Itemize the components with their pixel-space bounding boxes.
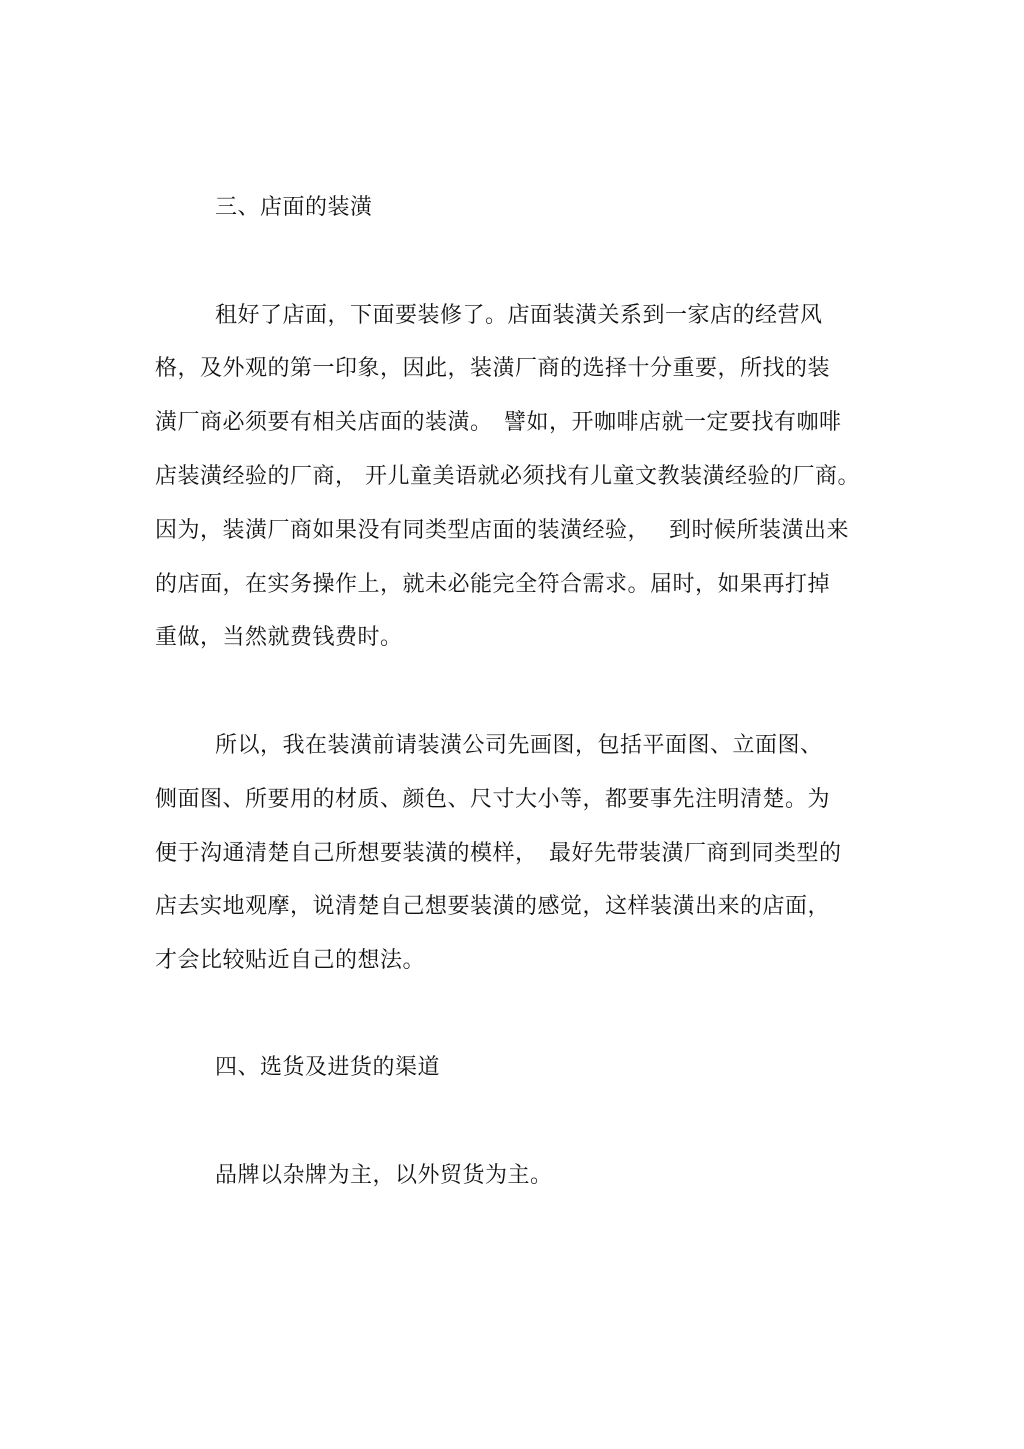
paragraph-2-line-4: 店去实地观摩，说清楚自己想要装潢的感觉，这样装潢出来的店面， [155,894,831,919]
paragraph-2-line-1: 所以，我在装潢前请装潢公司先画图，包括平面图、立面图、 [215,733,823,758]
section-heading-4: 四、选货及进货的渠道 [215,1055,441,1080]
paragraph-1-line-4: 店装潢经验的厂商， 开儿童美语就必须找有儿童文教装潢经验的厂商。 [155,464,860,489]
paragraph-3-line-1: 品牌以杂牌为主，以外贸货为主。 [215,1163,553,1188]
paragraph-1-line-1: 租好了店面，下面要装修了。店面装潢关系到一家店的经营风 [215,303,823,328]
paragraph-2-line-5: 才会比较贴近自己的想法。 [155,948,426,973]
paragraph-1-line-2: 格，及外观的第一印象，因此，装潢厂商的选择十分重要，所找的装 [155,356,831,381]
paragraph-2-line-2: 侧面图、所要用的材质、颜色、尺寸大小等，都要事先注明清楚。为 [155,787,831,812]
paragraph-1-line-5: 因为，装潢厂商如果没有同类型店面的装潢经验， 到时候所装潢出来 [155,518,849,543]
paragraph-1-line-6: 的店面，在实务操作上，就未必能完全符合需求。届时，如果再打掉 [155,572,831,597]
paragraph-1-line-3: 潢厂商必须要有相关店面的装潢。 譬如，开咖啡店就一定要找有咖啡 [155,410,842,435]
paragraph-2-line-3: 便于沟通清楚自己所想要装潢的模样， 最好先带装潢厂商到同类型的 [155,841,842,866]
section-heading-3: 三、店面的装潢 [215,195,373,220]
paragraph-1-line-7: 重做，当然就费钱费时。 [155,625,403,650]
